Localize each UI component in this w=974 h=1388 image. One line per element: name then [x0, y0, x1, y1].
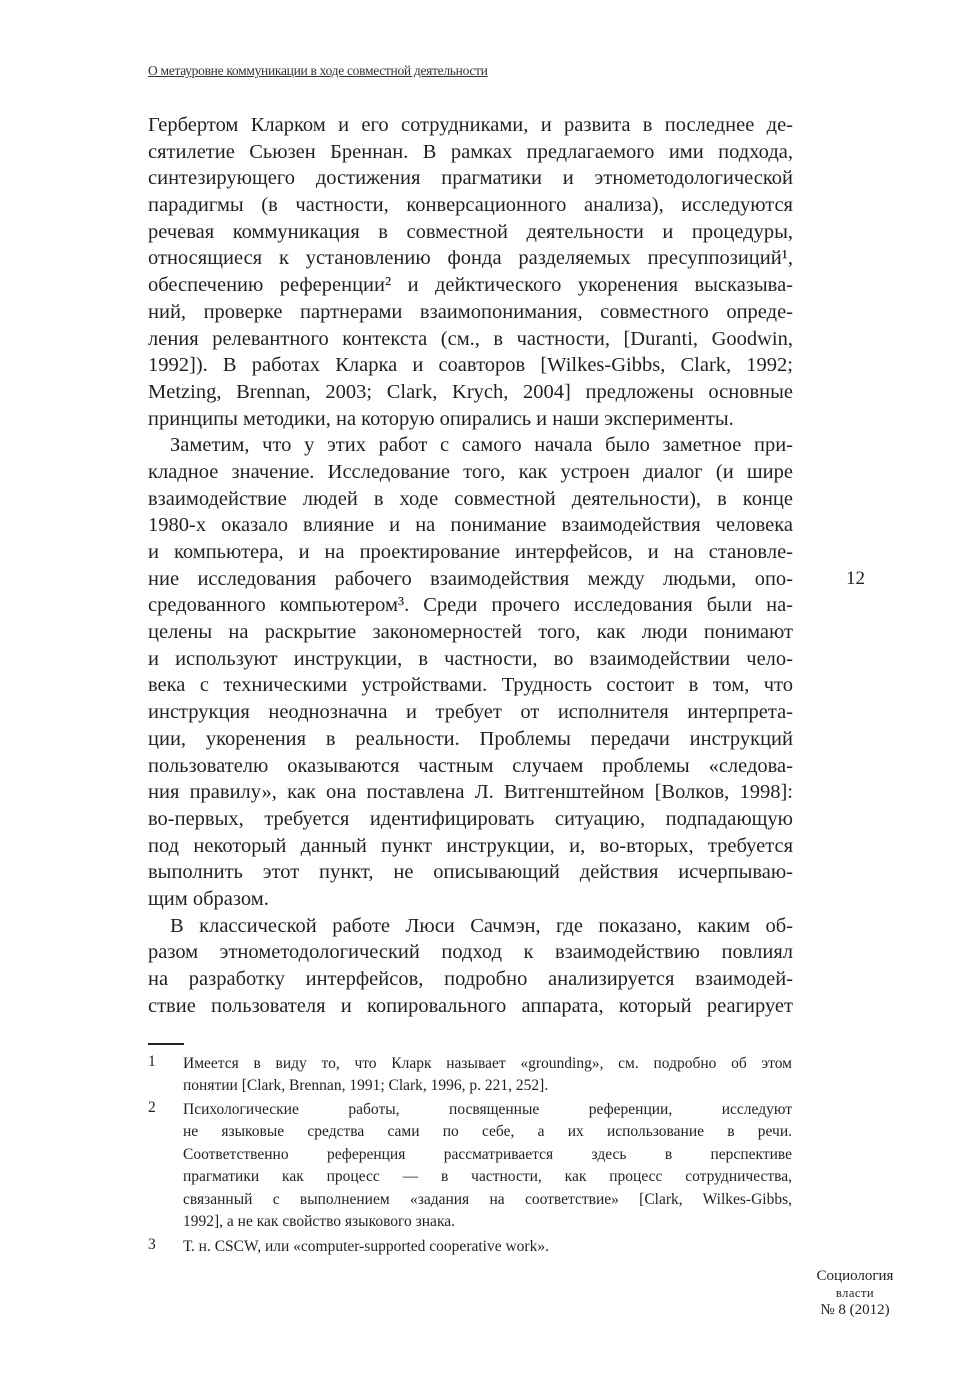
text-line: Заметим, что у этих работ с самого начала было заметное при- [170, 434, 793, 457]
text-line: обеспечению референции² и дейктического укоренения высказыва- [148, 274, 793, 297]
running-title: О метауровне коммуникации в ходе совместной деятельности [148, 63, 488, 78]
text-line: на разработку интерфейсов, подробно анализируется взаимодей- [148, 968, 793, 990]
text-line: ления релевантного контекста (см., в частности, [Duranti, Goodwin, [148, 327, 793, 350]
footnote [148, 1099, 792, 1233]
text-line: целены на раскрытие закономерностей того, как люди понимают [148, 621, 793, 644]
text-line: и используют инструкции, в частности, во взаимодействии чело- [148, 647, 793, 670]
footnote-line: Соответственно референция рассматривается здесь в перспективе [183, 1145, 792, 1163]
journal-name: Социология [816, 1268, 894, 1284]
text-line: 1992]). В работах Кларка и соавторов [Wilkes-Gibbs, Clark, 1992; [148, 354, 793, 377]
text-line: Гербертом Кларком и его сотрудниками, и развита в последнее де- [148, 114, 793, 136]
footnote-line: Имеется в виду то, что Кларк называет «grounding», см. подробно об этом [183, 1055, 792, 1072]
paragraph [148, 112, 793, 432]
text-line: принципы методики, на которую опирались и наши эксперименты. [148, 407, 734, 430]
journal-issue: № 8 (2012) [820, 1302, 890, 1318]
text-line: ствие пользователя и копировального аппарата, который реагирует [148, 994, 793, 1017]
text-line: ние исследования рабочего взаимодействия между людьми, опо- [148, 567, 793, 590]
paragraph [148, 913, 793, 1020]
text-line: средованного компьютером³. Среди прочего исследования были на- [148, 594, 793, 617]
text-line: 1980-х оказало влияние и на понимание взаимодействия человека [148, 514, 793, 537]
footnote-line: Т. н. CSCW, или «computer-supported cooperative work». [183, 1238, 549, 1255]
text-line: взаимодействие людей в ходе совместной деятельности), в конце [148, 487, 793, 510]
footnote-number: 3 [148, 1236, 156, 1253]
text-line: кладное значение. Исследование того, как устроен диалог (и шире [148, 460, 793, 483]
paragraph [148, 432, 793, 912]
footnote-line: понятии [Clark, Brennan, 1991; Clark, 1996, p. 221, 252]. [183, 1077, 549, 1095]
text-line: и компьютера, и на проектирование интерфейсов, и на становле- [148, 541, 793, 563]
text-line: Metzing, Brennan, 2003; Clark, Krych, 2004] предложены основные [148, 380, 793, 403]
text-line: речевая коммуникация в совместной деятельности и процедуры, [148, 220, 793, 243]
footnote [148, 1236, 792, 1258]
footnote-line: связанный с выполнением «задания на соответствие» [Clark, Wilkes-Gibbs, [183, 1190, 792, 1208]
body-text [148, 112, 793, 1019]
text-line: парадигмы (в частности, конверсационного анализа), исследуются [148, 194, 793, 217]
footnote-line: прагматики как процесс — в частности, как процесс сотрудничества, [183, 1168, 792, 1186]
footnote-number: 1 [148, 1053, 156, 1070]
journal-info [800, 1268, 910, 1319]
text-line: щим образом. [148, 887, 269, 910]
text-line: инструкция неоднозначна и требует от исполнителя интерпрета- [148, 701, 793, 724]
footnote [148, 1053, 792, 1098]
text-line: ния правилу», как она поставлена Л. Витгенштейном [Волков, 1998]: [148, 781, 793, 804]
journal-name-2: власти [835, 1286, 875, 1300]
text-line: ции, укоренения в реальности. Проблемы передачи инструкций [148, 727, 793, 750]
footnote-line: не языковые средства сами по себе, а их использование в речи. [183, 1123, 792, 1141]
page-number: 12 [846, 568, 865, 589]
text-line: разом этнометодологический подход к взаимодействию повлиял [148, 941, 793, 964]
text-line: века с техническими устройствами. Трудность состоит в том, что [148, 674, 793, 697]
footnote-line: 1992], а не как свойство языкового знака. [183, 1212, 455, 1230]
text-line: синтезирующего достижения прагматики и этнометодологической [148, 167, 793, 190]
text-line: выполнить этот пункт, не описывающий действия исчерпываю- [148, 861, 793, 884]
text-line: пользователю оказываются частным случаем проблемы «следова- [148, 754, 793, 777]
footnote-line: Психологические работы, посвященные референции, исследуют [183, 1101, 792, 1118]
text-line: под некоторый данный пункт инструкции, и, во-вторых, требуется [148, 834, 793, 857]
footnote-rule [148, 1043, 184, 1045]
text-line: во-первых, требуется идентифицировать ситуацию, подпадающую [148, 807, 793, 830]
footnote-number: 2 [148, 1099, 156, 1116]
text-line: сятилетие Сьюзен Бреннан. В рамках предлагаемого ими подхода, [148, 140, 793, 163]
text-line: В классической работе Люси Сачмэн, где показано, каким об- [170, 914, 793, 937]
text-line: относящиеся к установлению фонда разделяемых пресуппозиций¹, [148, 247, 793, 270]
text-line: ний, проверке партнерами взаимопонимания, совместного опреде- [148, 300, 793, 323]
